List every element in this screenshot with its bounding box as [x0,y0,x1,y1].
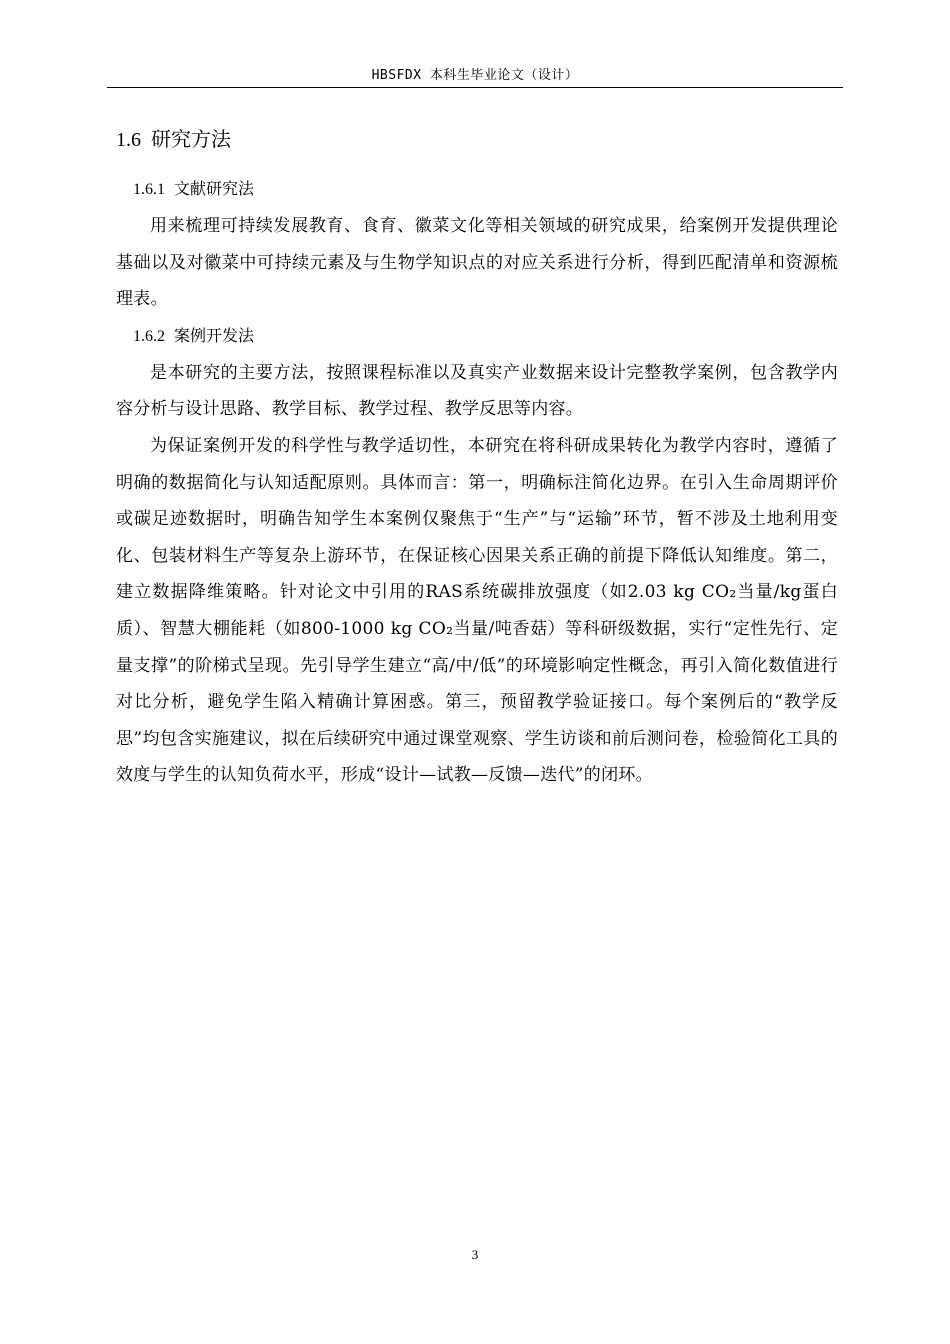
paragraph-case-method-principles: 为保证案例开发的科学性与教学适切性，本研究在将科研成果转化为教学内容时，遵循了明确的数据简化与认知适配原则。具体而言：第一，明确标注简化边界。在引入生命周期评价或碳足迹数据时，明确告知学生本案例仅聚焦于“生产”与“运输”环节，暂不涉及土地利用变化、包装材料生产等复杂上游环节，在保证核心因果关系正确的前提下降低认知维度。第二，建立数据降维策略。针对论文中引用的RAS系统碳排放强度（如2.03 kg CO₂当量/kg蛋白质）、智慧大棚能耗（如800-1000 kg CO₂当量/吨香菇）等科研级数据，实行“定性先行、定量支撑”的阶梯式呈现。先引导学生建立“高/中/低”的环境影响定性概念，再引入简化数值进行对比分析，避免学生陷入精确计算困惑。第三，预留教学验证接口。每个案例后的“教学反思”均包含实施建议，拟在后续研究中通过课堂观察、学生访谈和前后测问卷，检验简化工具的效度与学生的认知负荷水平，形成“设计—试教—反馈—迭代”的闭环。 [116,435,838,786]
subsection-title: 案例开发法 [174,325,255,345]
section-number: 1.6 [116,129,141,151]
paragraph-case-method-intro: 是本研究的主要方法，按照课程标准以及真实产业数据来设计完整教学案例，包含教学内容分析与设计思路、教学目标、教学过程、教学反思等内容。 [116,362,838,420]
subsection-heading-literature [133,171,838,208]
section-title: 研究方法 [151,127,231,151]
page-header: HBSFDX 本科生毕业论文（设计） [371,68,579,83]
header-divider [107,87,843,88]
page-content [116,122,838,794]
paragraph-literature-method: 用来梳理可持续发展教育、食育、徽菜文化等相关领域的研究成果，给案例开发提供理论基础以及对徽菜中可持续元素及与生物学知识点的对应关系进行分析，得到匹配清单和资源梳理表。 [116,216,838,310]
section-heading [116,122,838,157]
subsection-heading-case-development [133,318,838,355]
subsection-title: 文献研究法 [174,179,255,198]
subsection-number: 1.6.2 [133,327,165,345]
subsection-number: 1.6.1 [133,181,165,198]
page-number: 3 [471,1247,479,1262]
